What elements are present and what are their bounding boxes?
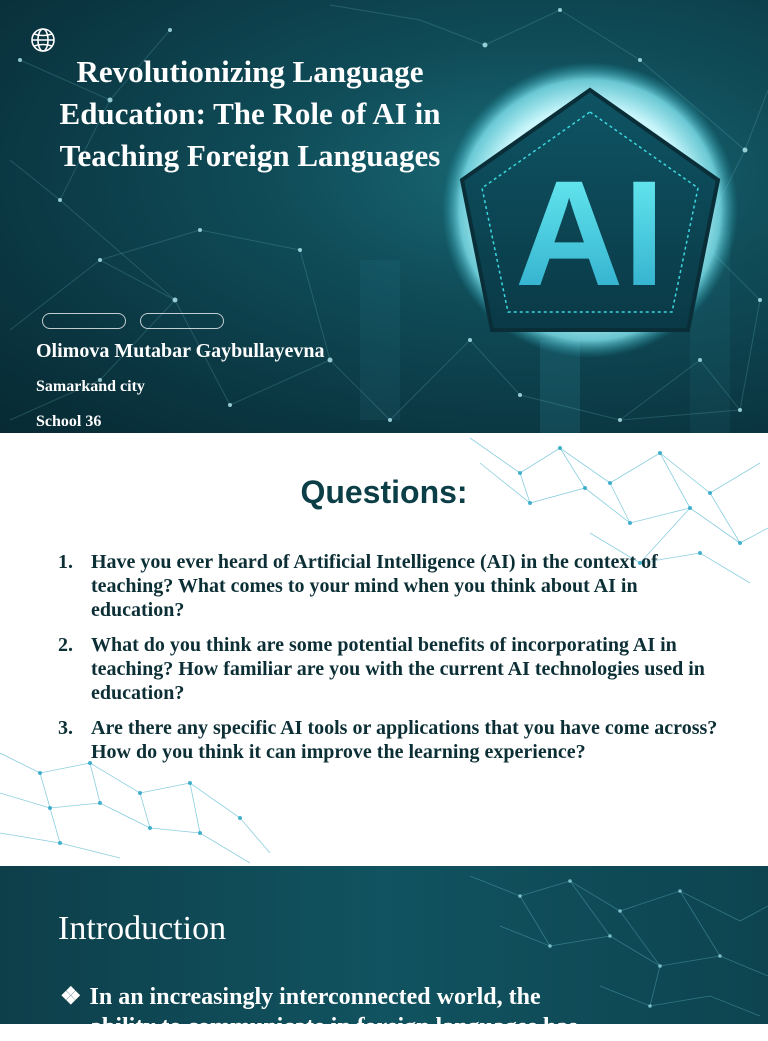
list-item <box>58 550 718 622</box>
author-name: Olimova Mutabar Gaybullayevna <box>36 340 325 362</box>
diamond-bullet-icon: ❖ <box>60 984 82 1010</box>
author-school: School 36 <box>36 413 102 430</box>
question-text: Are there any specific AI tools or applications that you have come across? How do you think it can improve the learning experience? <box>91 717 718 763</box>
decorative-pill <box>140 313 224 329</box>
questions-heading: Questions: <box>300 474 468 510</box>
question-text: Have you ever heard of Artificial Intelligence (AI) in the context of teaching? What comes to your mind when you think about AI in education? <box>91 551 658 621</box>
ai-letters: AI <box>515 149 665 317</box>
decorative-pill <box>42 313 126 329</box>
question-number: 3. <box>58 717 73 739</box>
list-item <box>58 716 718 764</box>
ai-emblem <box>440 60 760 360</box>
question-number: 2. <box>58 634 73 656</box>
list-item <box>58 633 718 705</box>
questions-list <box>58 550 718 775</box>
bullet-text-continuation: ability to communicate in foreign languages has <box>90 1014 578 1040</box>
bullet-text: In an increasingly interconnected world, the <box>89 984 541 1010</box>
bullet-point <box>60 982 541 1011</box>
question-text: What do you think are some potential benefits of incorporating AI in teaching? How familiar are you with the current AI technologies used in education? <box>91 634 705 704</box>
author-city: Samarkand city <box>36 378 145 395</box>
introduction-slide <box>0 866 768 1040</box>
globe-icon <box>30 27 56 53</box>
title-slide <box>0 0 768 433</box>
presentation-title: Revolutionizing Language Education: The Role of AI in Teaching Foreign Languages <box>59 54 441 173</box>
introduction-heading: Introduction <box>58 910 227 947</box>
question-number: 1. <box>58 551 73 573</box>
questions-slide <box>0 433 768 866</box>
